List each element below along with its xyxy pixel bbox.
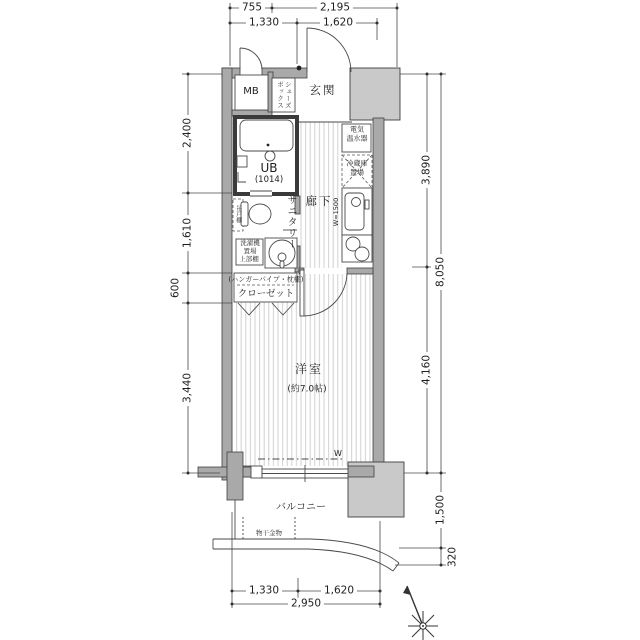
- window-jamb: [251, 466, 262, 478]
- label-western-room-size: (約7.0帖): [287, 384, 327, 395]
- dim-left-3440: 3,440: [182, 370, 195, 406]
- label-entrance: 玄関: [309, 83, 337, 98]
- label-washer-space: 洗濯機 置場: [240, 239, 260, 255]
- label-laundry-hook: 物干金物: [256, 529, 282, 538]
- kitchen-sink-icon: [342, 188, 372, 235]
- label-unit-bath: UB: [260, 160, 278, 175]
- balcony-left-wall-post: [227, 452, 243, 500]
- door-stop-dot: [297, 66, 302, 71]
- kitchen: [342, 124, 372, 262]
- label-unit-bath-size: (1014): [254, 174, 284, 185]
- dim-left-2400: 2,400: [182, 115, 195, 151]
- dim-top-2195: 2,195: [317, 2, 353, 15]
- dim-right-8050: 8,050: [435, 254, 448, 290]
- unit-bath: [235, 117, 297, 198]
- label-sanitary: サニタリー: [285, 194, 296, 250]
- balcony-left-wall: [198, 467, 252, 477]
- label-western-room: 洋室: [294, 361, 324, 376]
- toilet-icon: [241, 202, 271, 226]
- label-meter-box: MB: [243, 86, 259, 97]
- entrance-door-swing: [307, 28, 351, 72]
- dim-left-600: 600: [170, 275, 183, 301]
- dim-bottom-2950: 2,950: [288, 598, 324, 611]
- dim-right-1500: 1,500: [435, 492, 448, 528]
- label-upper-shelf: 上部棚: [239, 255, 259, 264]
- dim-bottom-1620: 1,620: [321, 585, 357, 598]
- dim-top-1620: 1,620: [320, 17, 356, 30]
- ub-vanity-icon: [237, 156, 247, 167]
- dim-top-1330: 1,330: [246, 17, 282, 30]
- label-shoe-box: シューズボックス: [276, 81, 292, 109]
- label-closet: クローゼット: [237, 288, 295, 300]
- compass-icon: [403, 586, 438, 640]
- dim-right-3890: 3,890: [421, 152, 434, 188]
- dim-left-1610: 1,610: [182, 215, 195, 251]
- mb-door-swing: [240, 48, 262, 70]
- label-balcony: バルコニー: [276, 502, 326, 513]
- label-fridge-space: 冷蔵庫 置場: [346, 159, 368, 176]
- label-water-heater: 電気 温水器: [346, 125, 368, 142]
- dim-right-4160: 4,160: [421, 352, 434, 388]
- stove-icon: [342, 235, 372, 262]
- dim-right-320: 320: [447, 544, 460, 570]
- dim-top-755: 755: [239, 2, 265, 15]
- label-hanging-shelf: 吊戸棚: [234, 205, 242, 223]
- dim-bottom-1330: 1,330: [246, 585, 282, 598]
- label-kitchen-width: W=1500: [332, 197, 341, 227]
- ub-stool-icon: [265, 151, 275, 161]
- label-window-mark: W: [334, 449, 342, 459]
- pillar-top-right: [350, 68, 400, 120]
- label-closet-note: (ハンガーパイプ・枕棚): [228, 275, 304, 284]
- label-corridor: 廊下: [305, 194, 333, 209]
- bathtub-icon: [240, 120, 293, 151]
